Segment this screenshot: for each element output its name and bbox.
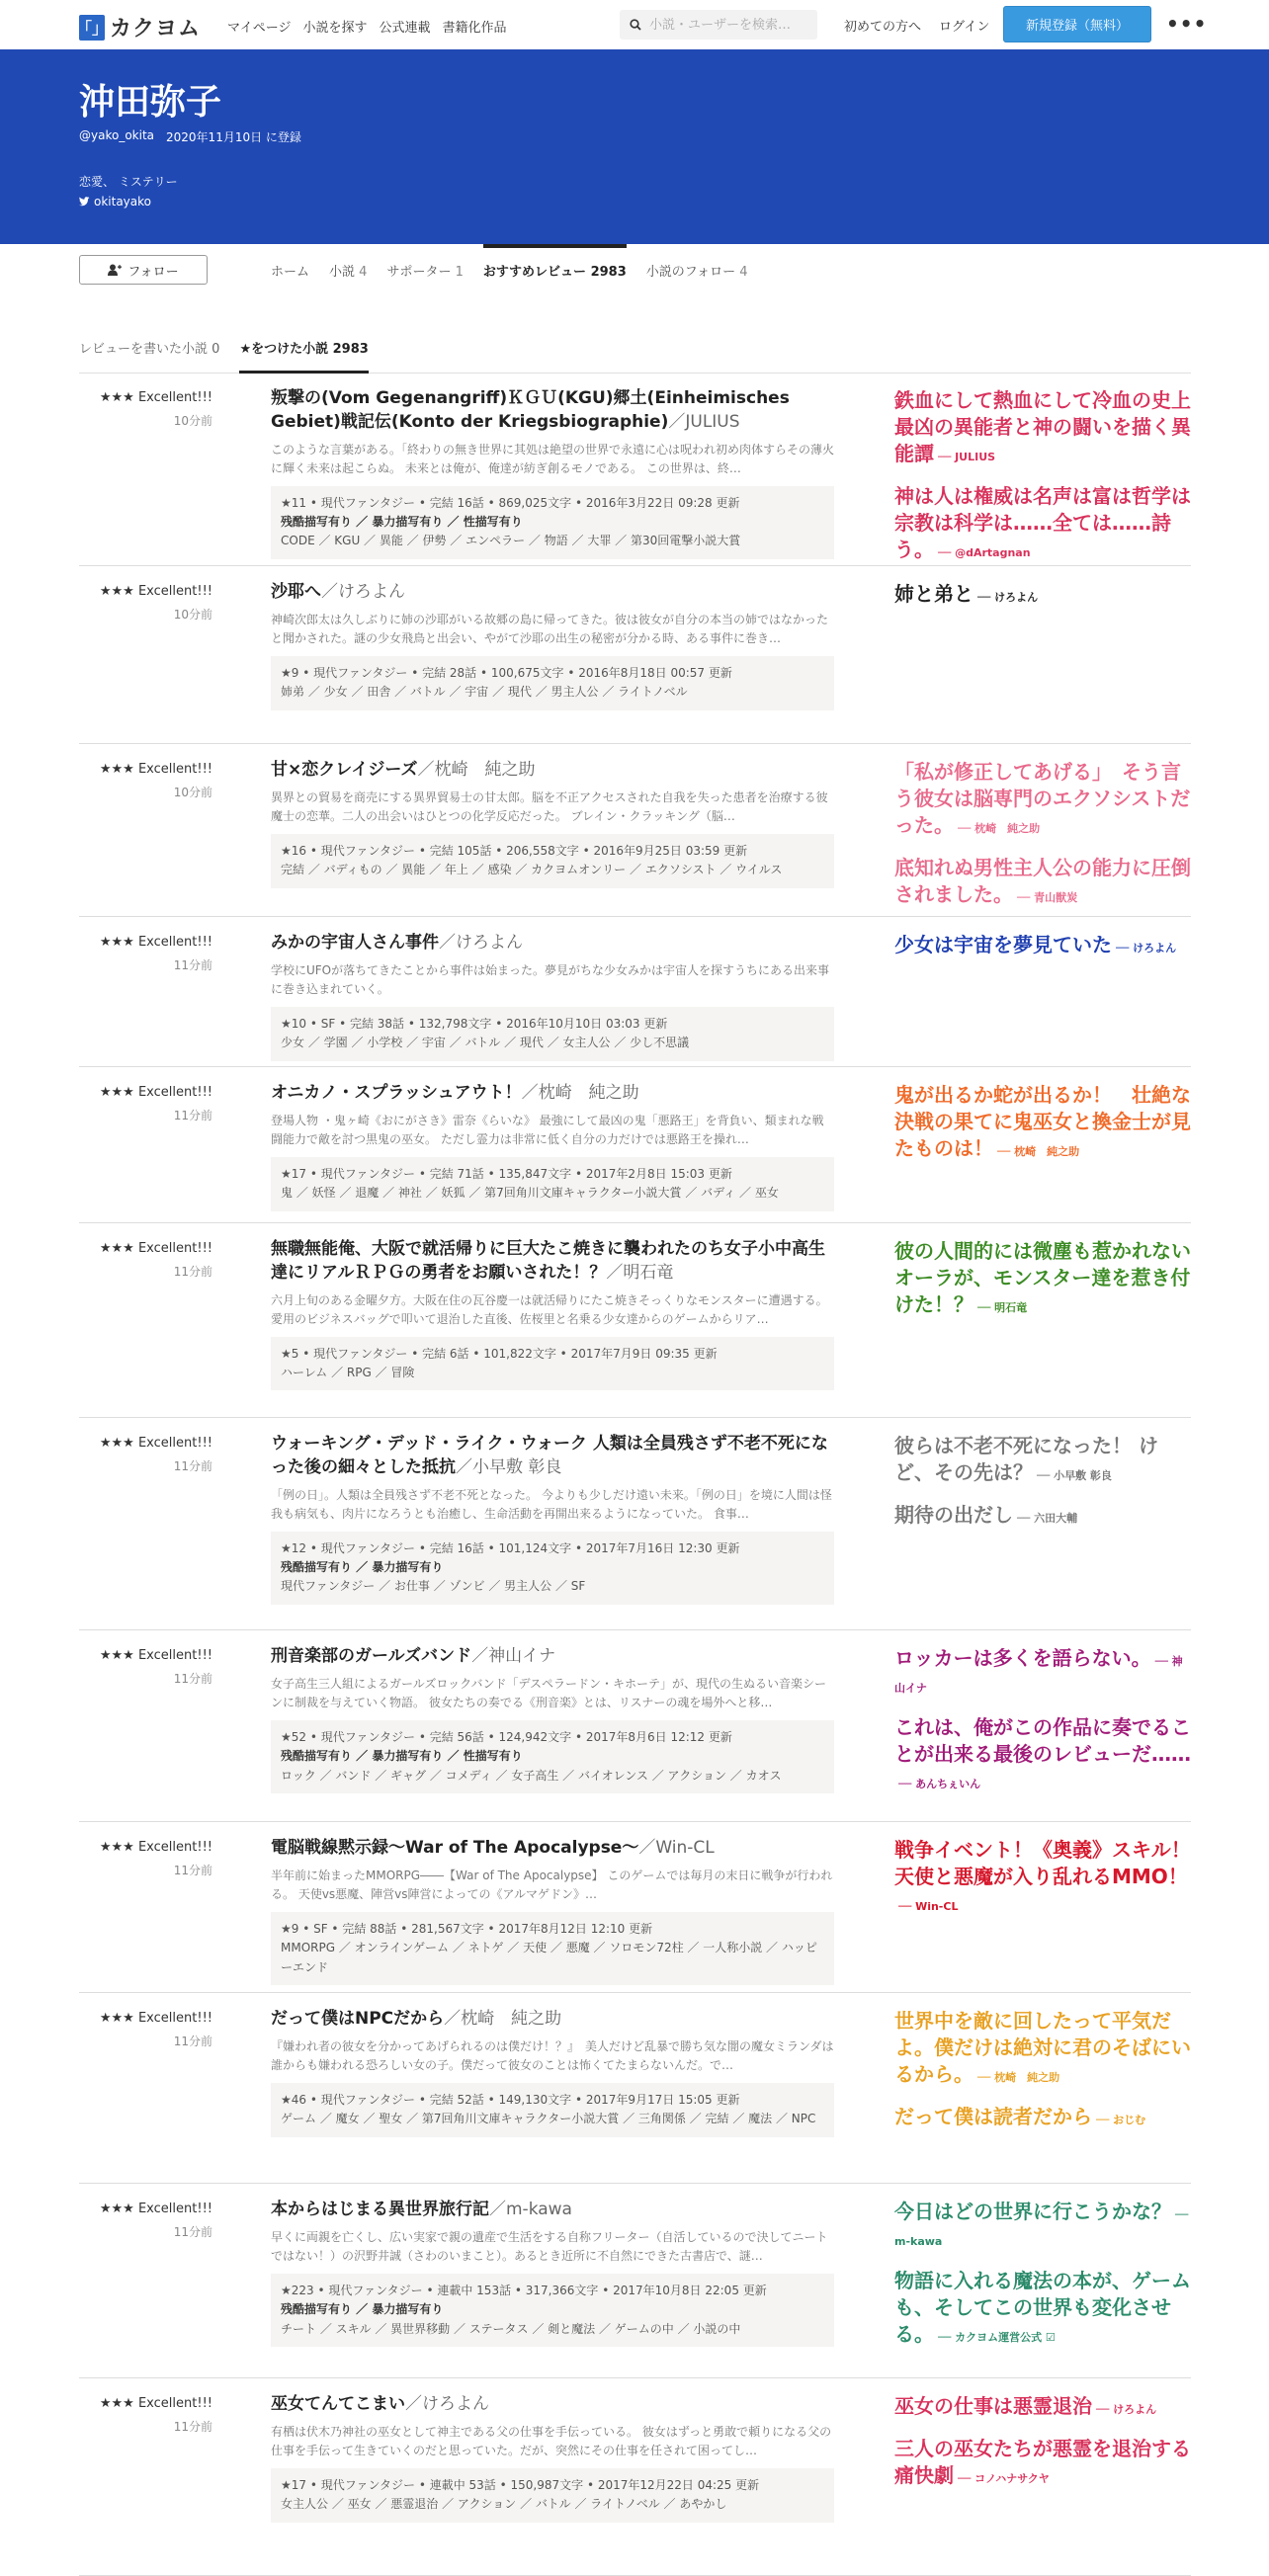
work-meta-box bbox=[271, 834, 834, 887]
timestamp: 10分前 bbox=[173, 608, 212, 622]
tab-label: おすすめレビュー bbox=[482, 265, 587, 280]
work-author[interactable]: ／枕崎 純之助 bbox=[417, 760, 536, 780]
review-panel bbox=[894, 2008, 1191, 2146]
work-title-text: 沙耶へ bbox=[271, 582, 321, 602]
work-info bbox=[271, 2008, 834, 2137]
timestamp: 11分前 bbox=[173, 1864, 212, 1877]
tab-reviews[interactable] bbox=[483, 244, 627, 291]
work-info bbox=[271, 1645, 834, 1793]
review-author[interactable]: ── けろよん bbox=[1116, 942, 1177, 955]
timestamp: 11分前 bbox=[173, 1672, 212, 1686]
review-author[interactable]: ── カクヨム運営公式 ☑ bbox=[938, 2331, 1056, 2344]
review-author[interactable]: ── けろよん bbox=[1096, 2403, 1157, 2416]
review-catchphrase[interactable] bbox=[894, 2199, 1191, 2252]
content-flags: 残酷描写有り ／ 暴力描写有り bbox=[281, 1560, 444, 1575]
list-item bbox=[79, 1630, 1191, 1822]
profile-registered: 2020年11月10日 に登録 bbox=[166, 130, 301, 144]
work-title[interactable] bbox=[271, 581, 834, 605]
review-author[interactable]: ── 明石竜 bbox=[977, 1301, 1028, 1314]
link-first-time[interactable]: 初めての方へ bbox=[844, 20, 922, 35]
search-input[interactable] bbox=[649, 18, 807, 33]
work-author[interactable]: ／神山イナ bbox=[471, 1646, 556, 1666]
work-title-text: ウォーキング・デッド・ライク・ウォーク 人類は全員残さず不老不死になった後の細々とした抵抗 bbox=[271, 1434, 828, 1477]
work-info bbox=[271, 1837, 834, 1985]
tab-novel-follows[interactable] bbox=[646, 244, 748, 291]
work-intro: 有栖は伏木乃神社の巫女として神主である父の仕事を手伝っている。 彼女はずっと勇敢で頼りになる父の仕事を手伝って生きていくのだと思っていた。だが、突然にその仕事を任されて困ってし… bbox=[271, 2424, 832, 2457]
review-author[interactable]: ── 枕崎 純之助 bbox=[958, 822, 1041, 835]
search-icon bbox=[630, 19, 641, 31]
review-author[interactable]: ── おじむ bbox=[1096, 2114, 1146, 2126]
logo[interactable] bbox=[76, 12, 202, 42]
star-rating: ★★★ Excellent!!! bbox=[99, 935, 212, 950]
review-author[interactable]: ── 青山獣炭 bbox=[1017, 891, 1078, 904]
work-intro: このような言葉がある。「終わりの無き世界に其処は絶望の世界で永遠に心は呪われ初め肉体すらその薄火に輝く未来は起こらぬ。 未来とは俺が、俺達が紡ぎ創るモノである。 この世界は、終… bbox=[271, 442, 834, 475]
timestamp: 11分前 bbox=[173, 1265, 212, 1279]
profile-name: 沖田弥子 bbox=[79, 82, 222, 123]
review-text: 底知れぬ男性主人公の能力に圧倒されました。 bbox=[894, 856, 1191, 906]
review-panel bbox=[894, 1645, 1191, 1810]
work-stats: ★16 • 現代ファンタジー • 完結 105話 • 206,558文字 • 2016年9月25日 03:59 更新 bbox=[281, 844, 748, 859]
timestamp: 10分前 bbox=[173, 414, 212, 428]
review-catchphrase[interactable] bbox=[894, 2008, 1191, 2088]
list-item bbox=[79, 1993, 1191, 2184]
review-author[interactable]: ── 神山イナ bbox=[894, 1655, 1183, 1695]
work-info bbox=[271, 932, 834, 1061]
list-item bbox=[79, 917, 1191, 1067]
review-catchphrase[interactable] bbox=[894, 1645, 1191, 1699]
work-meta-box bbox=[271, 1337, 834, 1390]
work-title-text: 甘×恋クレイジーズ bbox=[271, 760, 418, 780]
nav-official[interactable]: 公式連載 bbox=[379, 21, 431, 36]
content-flags: 残酷描写有り ／ 暴力描写有り bbox=[281, 2302, 444, 2317]
work-title-text: 刑音楽部のガールズバンド bbox=[271, 1646, 472, 1666]
subtab-label: レビューを書いた小説 bbox=[79, 342, 209, 357]
work-tags[interactable]: チート ／ スキル ／ 異世界移動 ／ ステータス ／ 剣と魔法 ／ ゲームの中 ／ 小説の中 bbox=[281, 2321, 741, 2336]
review-panel bbox=[894, 932, 1191, 974]
review-text: 三人の巫女たちが悪霊を退治する痛快劇 bbox=[894, 2437, 1191, 2487]
review-author[interactable]: ── JULIUS bbox=[938, 451, 996, 463]
work-title[interactable] bbox=[271, 1433, 834, 1480]
review-catchphrase[interactable] bbox=[894, 2393, 1191, 2420]
work-tags[interactable]: ハーレム ／ RPG ／ 冒険 bbox=[281, 1366, 415, 1380]
review-text: 姉と弟と bbox=[894, 582, 973, 606]
star-rating: ★★★ Excellent!!! bbox=[99, 2011, 212, 2026]
more-menu-icon[interactable]: ••• bbox=[1166, 12, 1208, 36]
main-nav bbox=[227, 17, 507, 36]
list-item bbox=[79, 2184, 1191, 2378]
top-links bbox=[844, 16, 989, 35]
review-catchphrase[interactable] bbox=[894, 855, 1191, 908]
work-tags[interactable]: ロック ／ バンド ／ ギャグ ／ コメディ ／ 女子高生 ／ バイオレンス ／ アクション ／ カオス bbox=[281, 1768, 782, 1783]
work-intro: 「例の日」。人類は全員残さず不老不死となった。 今よりも少しだけ遠い未来。「例の日」を境に人間は怪我も病気も、肉片になろうとも治癒し、生命活動を再開出来るようになっていた。 食事… bbox=[271, 1487, 832, 1521]
review-catchphrase[interactable] bbox=[894, 1502, 1191, 1529]
signup-button[interactable]: 新規登録（無料） bbox=[1003, 6, 1151, 42]
review-list bbox=[79, 373, 1191, 2576]
work-author[interactable]: ／小早敷 彰良 bbox=[456, 1456, 562, 1477]
work-meta-box bbox=[271, 1157, 834, 1210]
review-catchphrase[interactable] bbox=[894, 1714, 1191, 1794]
work-stats: ★17 • 現代ファンタジー • 連載中 53話 • 150,987文字 • 2017年12月22日 04:25 更新 bbox=[281, 2478, 760, 2493]
review-text: だって僕は読者だから bbox=[894, 2105, 1092, 2128]
review-catchphrase[interactable] bbox=[894, 759, 1191, 839]
work-title[interactable] bbox=[271, 2393, 834, 2417]
work-title-text: 叛撃の(Vom Gegenangriff)ＫＧＵ(KGU)郷土(Einheimisches Gebiet)戦記伝(Konto der Kriegsbiographie) bbox=[271, 388, 790, 432]
work-intro: 登場人物 ・鬼ヶ崎《おにがさき》雷奈《らいな》 最強にして最凶の鬼「悪路王」を背負い、類まれな戦闘能力で敵を討つ黒鬼の巫女。 ただし霊力は非常に低く自分の力だけでは悪路王を操れ… bbox=[271, 1113, 824, 1146]
timestamp: 11分前 bbox=[173, 1459, 212, 1473]
work-author[interactable]: ／けろよん bbox=[405, 2394, 489, 2414]
work-stats: ★223 • 現代ファンタジー • 連載中 153話 • 317,366文字 • 2017年10月8日 22:05 更新 bbox=[281, 2284, 767, 2298]
work-stats: ★12 • 現代ファンタジー • 完結 16話 • 101,124文字 • 2017年7月16日 12:30 更新 bbox=[281, 1540, 740, 1555]
review-catchphrase[interactable] bbox=[894, 1238, 1191, 1318]
work-title-text: みかの宇宙人さん事件 bbox=[271, 933, 439, 953]
work-tags[interactable]: 現代ファンタジー ／ お仕事 ／ ゾンビ ／ 男主人公 ／ SF bbox=[281, 1579, 586, 1594]
work-meta-box bbox=[271, 486, 834, 559]
work-tags[interactable]: CODE ／ KGU ／ 異能 ／ 伊勢 ／ エンペラー ／ 物語 ／ 大罪 ／ 第30回電撃小説大賞 bbox=[281, 534, 741, 548]
review-catchphrase[interactable] bbox=[894, 2104, 1191, 2130]
tab-home[interactable] bbox=[271, 244, 309, 291]
tab-count: 4 bbox=[739, 265, 748, 280]
review-text: 少女は宇宙を夢見ていた bbox=[894, 933, 1112, 956]
review-panel bbox=[894, 1433, 1191, 1544]
work-intro: 半年前に始まったMMORPG――【War of The Apocalypse】 このゲームでは毎月の末日に戦争が行われる。 天使vs悪魔、陣営vs陣営によっての《アルマゲドン》… bbox=[271, 1868, 833, 1901]
content-flags: 残酷描写有り ／ 暴力描写有り ／ 性描写有り bbox=[281, 515, 523, 530]
list-item bbox=[79, 744, 1191, 917]
review-text: 鬼が出るか蛇が出るか！ 壮絶な決戦の果てに鬼巫女と換金士が見たものは！ bbox=[894, 1083, 1191, 1160]
review-text: 期待の出だし bbox=[894, 1503, 1013, 1527]
work-meta-box bbox=[271, 1532, 834, 1605]
star-rating: ★★★ Excellent!!! bbox=[99, 1241, 212, 1256]
work-info bbox=[271, 1082, 834, 1211]
work-intro: 『嫌われ者の彼女を分かってあげられるのは僕だけ！？』 美人だけど乱暴で勝ち気な闇の魔女ミランダは誰からも嫌われる恐ろしい女の子。僕だって彼女のことは怖くてたまらないんだ。で… bbox=[271, 2038, 834, 2072]
work-author[interactable]: ／けろよん bbox=[321, 582, 405, 602]
tab-label: 小説のフォロー bbox=[645, 265, 736, 280]
work-tags[interactable]: 女主人公 ／ 巫女 ／ 悪霊退治 ／ アクション ／ バトル ／ ライトノベル ／ あやかし bbox=[281, 2497, 727, 2512]
profile-tabs bbox=[271, 244, 768, 291]
review-author[interactable]: ── Win-CL bbox=[898, 1900, 959, 1913]
subtab-label: ★をつけた小説 bbox=[239, 342, 329, 357]
review-panel bbox=[894, 387, 1191, 579]
work-stats: ★10 • SF • 完結 38話 • 132,798文字 • 2016年10月10日 03:03 更新 bbox=[281, 1017, 668, 1032]
work-stats: ★46 • 現代ファンタジー • 完結 52話 • 149,130文字 • 2017年9月17日 15:05 更新 bbox=[281, 2093, 740, 2108]
review-text: 鉄血にして熱血にして冷血の史上最凶の異能者と神の闘いを描く異能譚 bbox=[894, 388, 1191, 465]
work-meta-box bbox=[271, 2468, 834, 2522]
review-panel bbox=[894, 2199, 1191, 2364]
work-info bbox=[271, 1238, 834, 1390]
work-tags[interactable]: 姉弟 ／ 少女 ／ 田舎 ／ バトル ／ 宇宙 ／ 現代 ／ 男主人公 ／ ライトノベル bbox=[281, 685, 688, 700]
logo-text: カクヨム bbox=[110, 17, 202, 42]
review-text: 世界中を敵に回したって平気だよ。僕だけは絶対に君のそばにいるから。 bbox=[894, 2009, 1191, 2086]
work-intro: 学校にUFOが落ちてきたことから事件は始まった。夢見がちな少女みかは宇宙人を探すうちにある出来事に巻き込まれていく。 bbox=[271, 962, 830, 996]
tab-label: ホーム bbox=[271, 265, 310, 280]
review-panel bbox=[894, 581, 1191, 623]
link-login[interactable]: ログイン bbox=[939, 20, 990, 35]
star-rating: ★★★ Excellent!!! bbox=[99, 584, 212, 599]
review-catchphrase[interactable] bbox=[894, 1433, 1191, 1486]
work-author[interactable]: ／m-kawa bbox=[489, 2200, 572, 2219]
nav-books[interactable]: 書籍化作品 bbox=[442, 21, 507, 36]
content-flags: 残酷描写有り ／ 暴力描写有り ／ 性描写有り bbox=[281, 1749, 523, 1764]
work-intro: 異界との貿易を商売にする異界貿易士の甘太郎。脳を不正アクセスされた自我を失った患者を治療する彼魔士の恋華。二人の出会いはひとつの化学反応だった。 ブレイン・クラッキング（脳… bbox=[271, 789, 828, 823]
work-title[interactable] bbox=[271, 932, 834, 956]
work-meta-box bbox=[271, 656, 834, 709]
review-catchphrase[interactable] bbox=[894, 387, 1191, 467]
nav-mypage[interactable]: マイページ bbox=[227, 21, 292, 36]
work-meta-box bbox=[271, 2083, 834, 2136]
list-item bbox=[79, 2378, 1191, 2576]
tab-count: 2983 bbox=[590, 265, 627, 280]
profile-genres: 恋愛、 ミステリー bbox=[79, 175, 178, 189]
star-rating: ★★★ Excellent!!! bbox=[99, 390, 212, 405]
nav-search-novels[interactable]: 小説を探す bbox=[302, 21, 368, 36]
work-meta-box bbox=[271, 1912, 834, 1985]
work-author[interactable]: ／Win-CL bbox=[638, 1838, 715, 1858]
review-panel bbox=[894, 1238, 1191, 1334]
work-stats: ★17 • 現代ファンタジー • 完結 71話 • 135,847文字 • 2017年2月8日 15:03 更新 bbox=[281, 1167, 732, 1182]
work-author[interactable]: ／明石竜 bbox=[606, 1262, 674, 1283]
star-rating: ★★★ Excellent!!! bbox=[99, 1648, 212, 1663]
review-panel bbox=[894, 759, 1191, 924]
work-meta-box bbox=[271, 1720, 834, 1793]
work-title-text: オニカノ・スプラッシュアウト！ bbox=[271, 1083, 522, 1103]
work-tags[interactable]: 少女 ／ 学園 ／ 小学校 ／ 宇宙 ／ バトル ／ 現代 ／ 女主人公 ／ 少し不思議 bbox=[281, 1036, 690, 1050]
tab-label: サポーター bbox=[386, 265, 452, 280]
review-catchphrase[interactable] bbox=[894, 483, 1191, 563]
search-box bbox=[620, 10, 817, 40]
review-author[interactable]: ── コノハナサクヤ bbox=[958, 2472, 1050, 2485]
tab-count: 4 bbox=[359, 265, 368, 280]
review-text: ロッカーは多くを語らない。 bbox=[894, 1646, 1151, 1670]
review-catchphrase[interactable] bbox=[894, 1837, 1191, 1917]
work-author[interactable]: ／枕崎 純之助 bbox=[521, 1083, 639, 1103]
review-text: 戦争イベント！《奥義》スキル！天使と悪魔が入り乱れるMMO！ bbox=[894, 1838, 1191, 1888]
subtab-starred[interactable] bbox=[239, 336, 368, 374]
profile-meta bbox=[79, 128, 301, 145]
work-intro: 早くに両親を亡くし、広い実家で親の遺産で生活をする自称フリーター（自活しているので決してニートではない！）の沢野井誠（さわのいまこと）。あるとき近所に不自然にできた古書店で、謎… bbox=[271, 2229, 828, 2263]
timestamp: 11分前 bbox=[173, 2420, 212, 2434]
timestamp: 11分前 bbox=[173, 1109, 212, 1122]
work-author[interactable]: ／枕崎 純之助 bbox=[444, 2009, 562, 2029]
work-author[interactable]: ／けろよん bbox=[439, 933, 523, 953]
review-panel bbox=[894, 2393, 1191, 2505]
review-text: 物語に入れる魔法の本が、ゲームも、そしてこの世界も変化させる。 bbox=[894, 2269, 1191, 2346]
list-item bbox=[79, 1418, 1191, 1630]
twitter-icon bbox=[79, 197, 90, 207]
twitter-handle: okitayako bbox=[94, 195, 152, 208]
review-text: 神は人は権威は名声は富は哲学は宗教は科学は……全ては……詩う。 bbox=[894, 484, 1191, 561]
tab-label: 小説 bbox=[329, 265, 356, 280]
work-title-text: だって僕はNPCだから bbox=[271, 2009, 445, 2029]
review-panel bbox=[894, 1837, 1191, 1933]
timestamp: 10分前 bbox=[173, 786, 212, 799]
work-title-text: 本からはじまる異世界旅行記 bbox=[271, 2200, 489, 2219]
work-title[interactable] bbox=[271, 759, 834, 783]
add-user-icon bbox=[108, 264, 122, 276]
review-author[interactable]: ── 枕崎 純之助 bbox=[977, 2071, 1060, 2084]
review-catchphrase[interactable] bbox=[894, 581, 1191, 608]
work-stats: ★11 • 現代ファンタジー • 完結 16話 • 869,025文字 • 2016年3月22日 09:28 更新 bbox=[281, 495, 740, 510]
subtab-count: 2983 bbox=[332, 342, 369, 357]
review-text: 彼らは不老不死になった！ けど、その先は？ bbox=[894, 1434, 1158, 1484]
logo-mark: 「」 bbox=[79, 15, 105, 41]
list-item bbox=[79, 1822, 1191, 1993]
work-intro: 六月上旬のある金曜夕方。大阪在住の瓦谷慶一は就活帰りにたこ焼きそっくりなモンスターに遭遇する。愛用のビジネスバッグで叩いて退治した直後、佐桜里と名乗る少女達からのゲームからリア… bbox=[271, 1292, 828, 1326]
review-author[interactable]: ── m-kawa bbox=[894, 2208, 1189, 2248]
work-meta-box bbox=[271, 2274, 834, 2347]
work-title[interactable] bbox=[271, 1238, 834, 1286]
review-text: 今日はどの世界に行こうかな？ bbox=[894, 2200, 1171, 2223]
subtab-count: 0 bbox=[212, 342, 220, 357]
list-item bbox=[79, 566, 1191, 744]
review-author[interactable]: ── あんちぇいん bbox=[898, 1778, 981, 1790]
tab-novels[interactable] bbox=[329, 244, 367, 291]
work-info bbox=[271, 581, 834, 710]
tab-supporters[interactable] bbox=[386, 244, 463, 291]
work-intro: 女子高生三人組によるガールズロックバンド「デスペラードン・キホーテ」が、現代の生ぬるい音楽シーンに制裁を与えていく物語。 彼女たちの奏でる《刑音楽》とは、リスナーの魂を場外へと移… bbox=[271, 1676, 826, 1709]
work-title[interactable] bbox=[271, 1645, 834, 1669]
work-tags[interactable]: MMORPG ／ オンラインゲーム ／ ネトゲ ／ 天使 ／ 悪魔 ／ ソロモン72柱 ／ 一人称小説 ／ ハッピーエンド bbox=[281, 1941, 817, 1974]
work-meta-box bbox=[271, 1007, 834, 1060]
work-tags[interactable]: 鬼 ／ 妖怪 ／ 退魔 ／ 神社 ／ 妖狐 ／ 第7回角川文庫キャラクター小説大賞 ／ バディ ／ 巫女 bbox=[281, 1186, 779, 1201]
profile-twitter[interactable] bbox=[79, 195, 151, 208]
list-item bbox=[79, 1223, 1191, 1418]
work-intro: 神崎次郎太は久しぶりに姉の沙耶がいる故郷の島に帰ってきた。彼は彼女が自分の本当の姉ではなかったと聞かされた。謎の少女飛鳥と出会い、やがて沙耶の出生の秘密が分かる時、ある事件に巻き… bbox=[271, 612, 829, 645]
work-info bbox=[271, 387, 834, 559]
work-info bbox=[271, 2393, 834, 2523]
work-title[interactable] bbox=[271, 1837, 834, 1861]
review-text: 巫女の仕事は悪霊退治 bbox=[894, 2394, 1092, 2418]
timestamp: 11分前 bbox=[173, 2225, 212, 2239]
review-author[interactable]: ── 枕崎 純之助 bbox=[997, 1145, 1080, 1158]
star-rating: ★★★ Excellent!!! bbox=[99, 2396, 212, 2411]
review-text: 「私が修正してあげる」 そう言う彼女は脳専門のエクソシストだった。 bbox=[894, 760, 1191, 837]
star-rating: ★★★ Excellent!!! bbox=[99, 1085, 212, 1100]
work-info bbox=[271, 759, 834, 888]
review-catchphrase[interactable] bbox=[894, 1082, 1191, 1162]
star-rating: ★★★ Excellent!!! bbox=[99, 1840, 212, 1855]
review-catchphrase[interactable] bbox=[894, 2268, 1191, 2348]
work-title-text: 無職無能俺、大阪で就活帰りに巨大たこ焼きに襲われたのち女子小中高生達にリアルＲＰＧの勇者をお願いされた！？ bbox=[271, 1239, 825, 1283]
work-title-text: 巫女てんてこまい bbox=[271, 2394, 405, 2414]
work-stats: ★52 • 現代ファンタジー • 完結 56話 • 124,942文字 • 2017年8月6日 12:12 更新 bbox=[281, 1730, 732, 1745]
work-info bbox=[271, 1433, 834, 1605]
work-author[interactable]: ／JULIUS bbox=[668, 411, 740, 432]
review-subtabs bbox=[79, 336, 1191, 374]
work-title[interactable] bbox=[271, 1082, 834, 1106]
timestamp: 11分前 bbox=[173, 2035, 212, 2048]
subtab-reviewed[interactable] bbox=[79, 336, 219, 374]
list-item bbox=[79, 1067, 1191, 1223]
profile-handle: @yako_okita bbox=[79, 128, 155, 142]
top-bar bbox=[0, 0, 1269, 49]
work-title[interactable] bbox=[271, 2199, 834, 2222]
timestamp: 11分前 bbox=[173, 958, 212, 972]
work-title-text: 電脳戦線黙示録～War of The Apocalypse～ bbox=[271, 1838, 639, 1858]
work-stats: ★5 • 現代ファンタジー • 完結 6話 • 101,822文字 • 2017年7月9日 09:35 更新 bbox=[281, 1346, 718, 1361]
review-author[interactable]: ── 小早敷 彰良 bbox=[1037, 1469, 1112, 1482]
work-tags[interactable]: 完結 ／ バディもの ／ 異能 ／ 年上 ／ 感染 ／ カクヨムオンリー ／ エクソシスト ／ ウイルス bbox=[281, 863, 783, 877]
work-tags[interactable]: ゲーム ／ 魔女 ／ 聖女 ／ 第7回角川文庫キャラクター小説大賞 ／ 三角関係 ／ 完結 ／ 魔法 ／ NPC bbox=[281, 2112, 816, 2126]
review-catchphrase[interactable] bbox=[894, 932, 1191, 958]
review-panel bbox=[894, 1082, 1191, 1178]
review-text: これは、俺がこの作品に奏でることが出来る最後のレビューだ…… bbox=[894, 1715, 1191, 1766]
follow-label: フォロー bbox=[127, 264, 179, 280]
star-rating: ★★★ Excellent!!! bbox=[99, 1436, 212, 1451]
work-title[interactable] bbox=[271, 2008, 834, 2032]
work-title[interactable] bbox=[271, 387, 834, 435]
profile-header bbox=[0, 49, 1269, 244]
work-stats: ★9 • SF • 完結 88話 • 281,567文字 • 2017年8月12日 12:10 更新 bbox=[281, 1922, 653, 1937]
follow-button[interactable] bbox=[79, 255, 208, 285]
review-catchphrase[interactable] bbox=[894, 2436, 1191, 2489]
work-info bbox=[271, 2199, 834, 2347]
tab-count: 1 bbox=[455, 265, 464, 280]
review-text: 彼の人間的には微塵も惹かれないオーラが、モンスター達を惹き付けた！？ bbox=[894, 1239, 1191, 1316]
review-author[interactable]: ── 六田大輔 bbox=[1017, 1512, 1078, 1525]
work-stats: ★9 • 現代ファンタジー • 完結 28話 • 100,675文字 • 2016年8月18日 00:57 更新 bbox=[281, 666, 732, 681]
review-author[interactable]: ── @dArtagnan bbox=[938, 546, 1031, 559]
star-rating: ★★★ Excellent!!! bbox=[99, 2202, 212, 2216]
star-rating: ★★★ Excellent!!! bbox=[99, 762, 212, 777]
review-author[interactable]: ── けろよん bbox=[977, 591, 1039, 604]
list-item bbox=[79, 373, 1191, 566]
